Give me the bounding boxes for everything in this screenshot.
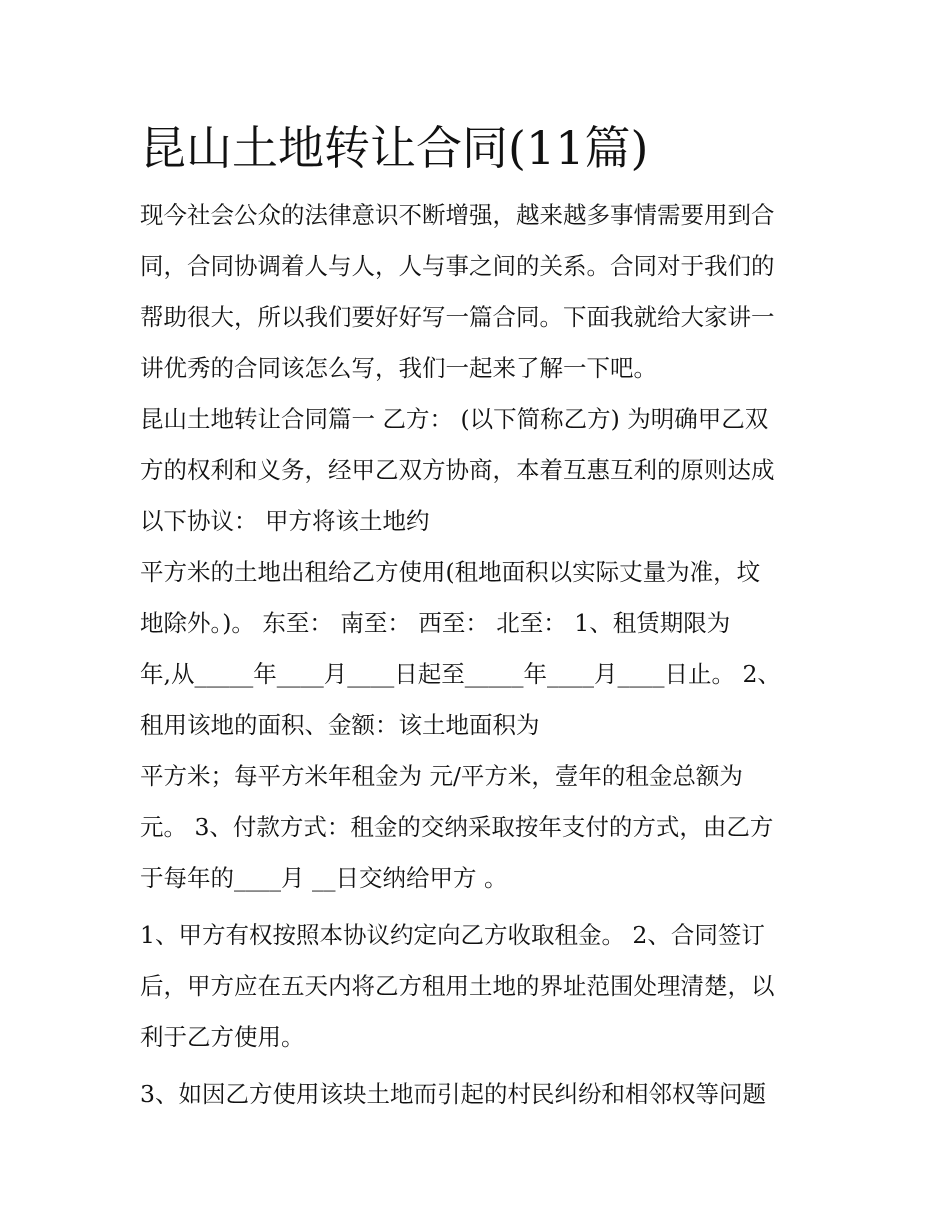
body-line: 现今社会公众的法律意识不断增强，越来越多事情需要用到合 bbox=[140, 201, 775, 229]
body-line: 利于乙方使用。 bbox=[140, 1023, 305, 1051]
body-line: 元。 3、付款方式：租金的交纳采取按年支付的方式，由乙方 bbox=[140, 813, 774, 841]
body-line: 昆山土地转让合同篇一 乙方： (以下简称乙方) 为明确甲乙双 bbox=[140, 405, 769, 433]
body-line: 租用该地的面积、金额：该土地面积为 bbox=[140, 711, 540, 739]
document-page bbox=[140, 112, 820, 1120]
body-line: 3、如因乙方使用该块土地而引起的村民纠纷和相邻权等问题 bbox=[140, 1080, 766, 1108]
body-line: 讲优秀的合同该怎么写，我们一起来了解一下吧。 bbox=[140, 354, 657, 382]
body-line: 帮助很大，所以我们要好好写一篇合同。下面我就给大家讲一 bbox=[140, 303, 775, 331]
body-line: 平方米的土地出租给乙方使用(租地面积以实际丈量为准，坟 bbox=[140, 558, 761, 586]
body-line: 1、甲方有权按照本协议约定向乙方收取租金。 2、合同签订 bbox=[140, 921, 765, 949]
body-line: 平方米；每平方米年租金为 元/平方米，壹年的租金总额为 bbox=[140, 762, 743, 790]
body-line: 方的权利和义务，经甲乙双方协商，本着互惠互利的原则达成 bbox=[140, 456, 775, 484]
body-line: 年,从_____年____月____日起至_____年____月____日止。 2、 bbox=[140, 660, 781, 688]
body-line: 同，合同协调着人与人，人与事之间的关系。合同对于我们的 bbox=[140, 252, 775, 280]
document-title: 昆山土地转让合同(11篇) bbox=[140, 121, 649, 175]
body-line: 于每年的____月 __日交纳给甲方 。 bbox=[140, 864, 508, 892]
body-line: 后，甲方应在五天内将乙方租用土地的界址范围处理清楚，以 bbox=[140, 972, 775, 1000]
body-line: 地除外。)。 东至： 南至： 西至： 北至： 1、租赁期限为 bbox=[140, 609, 731, 637]
body-line: 以下协议： 甲方将该土地约 bbox=[140, 507, 430, 535]
